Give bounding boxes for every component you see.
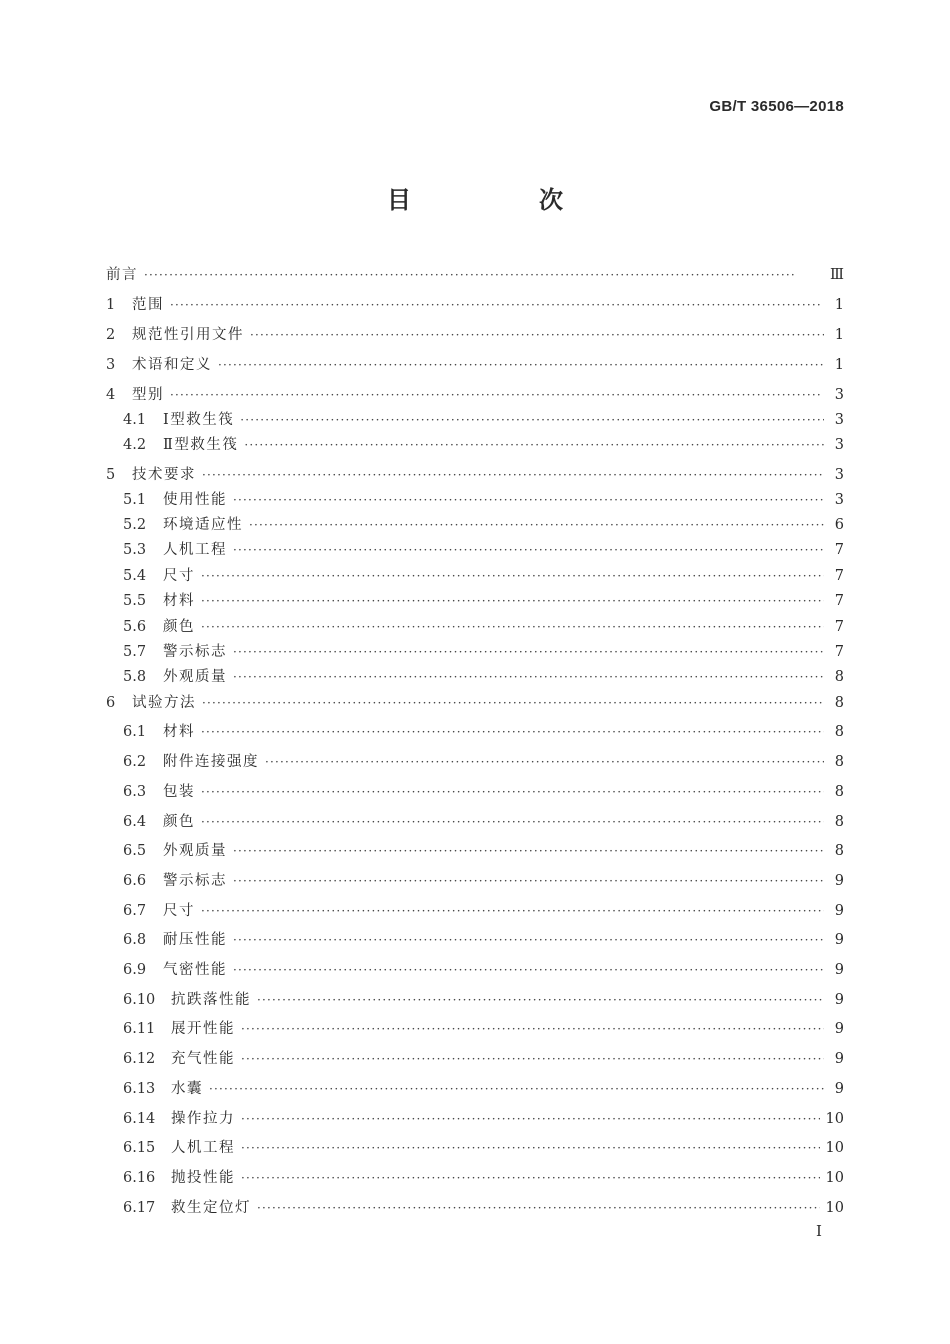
toc-entry-number: 5.7: [123, 644, 147, 660]
toc-entry-page: 1: [834, 357, 844, 373]
toc-entry-number: 6.16: [123, 1170, 156, 1186]
dot-leader: [201, 781, 824, 803]
toc-entry[interactable]: [123, 721, 844, 743]
toc-entry[interactable]: [123, 870, 844, 892]
toc-entry-number: 2: [106, 327, 116, 343]
toc-entry-page: 7: [834, 542, 844, 558]
toc-entry[interactable]: [123, 751, 844, 773]
toc-entry-page: 8: [834, 754, 844, 770]
toc-entry-number: 6.4: [123, 814, 147, 830]
toc-entry[interactable]: [123, 641, 844, 663]
dot-leader: [233, 641, 824, 663]
toc-entry-label: 型别: [132, 387, 164, 403]
toc-entry-label: 尺寸: [163, 903, 195, 919]
toc-entry-label: 规范性引用文件: [132, 327, 244, 343]
toc-entry-number: 5.2: [123, 517, 147, 533]
toc-entry-number: 4: [106, 387, 116, 403]
dot-leader: [233, 539, 824, 561]
toc-entry[interactable]: [123, 1048, 844, 1070]
table-of-contents: [106, 0, 844, 1344]
footer-page-number: I: [816, 1222, 822, 1240]
toc-entry-page: 7: [834, 644, 844, 660]
toc-entry-label: 颜色: [163, 814, 195, 830]
toc-entry-label: 术语和定义: [132, 357, 212, 373]
dot-leader: [233, 840, 824, 862]
toc-entry-number: 5: [106, 467, 116, 483]
toc-entry-page: 9: [834, 873, 844, 889]
toc-entry-label: 充气性能: [171, 1051, 235, 1067]
toc-entry-label: 环境适应性: [163, 517, 243, 533]
toc-entry-number: 5.1: [123, 492, 147, 508]
dot-leader: [201, 590, 824, 612]
toc-entry-page: 9: [834, 932, 844, 948]
toc-entry-page: 1: [834, 297, 844, 313]
toc-entry-page: 9: [834, 1051, 844, 1067]
toc-entry-page: 10: [825, 1111, 844, 1127]
dot-leader: [201, 565, 824, 587]
toc-entry-page: Ⅲ: [830, 267, 844, 283]
dot-leader: [265, 751, 824, 773]
toc-entry-page: 3: [834, 412, 844, 428]
toc-entry[interactable]: [123, 565, 844, 587]
toc-entry[interactable]: [123, 514, 844, 536]
toc-entry[interactable]: [123, 539, 844, 561]
toc-entry-label: 警示标志: [163, 644, 227, 660]
dot-leader: [257, 989, 824, 1011]
dot-leader: [244, 434, 824, 456]
toc-entry-number: 4.1: [123, 412, 147, 428]
toc-entry[interactable]: [106, 464, 844, 486]
toc-entry-label: 救生定位灯: [171, 1200, 251, 1216]
toc-entry-page: 10: [825, 1140, 844, 1156]
dot-leader: [233, 929, 824, 951]
toc-entry[interactable]: [123, 434, 844, 456]
dot-leader: [233, 959, 824, 981]
toc-entry-page: 9: [834, 1081, 844, 1097]
toc-entry[interactable]: [123, 989, 844, 1011]
toc-entry-page: 8: [834, 695, 844, 711]
toc-entry-label: 范围: [132, 297, 164, 313]
dot-leader: [233, 666, 824, 688]
toc-entry-page: 3: [834, 492, 844, 508]
dot-leader: [250, 324, 824, 346]
toc-entry[interactable]: [123, 1167, 844, 1189]
toc-entry-page: 8: [834, 814, 844, 830]
dot-leader: [241, 1048, 824, 1070]
toc-entry[interactable]: [123, 900, 844, 922]
toc-entry-label: 展开性能: [171, 1021, 235, 1037]
toc-entry-label: Ⅱ型救生筏: [163, 437, 239, 453]
dot-leader: [201, 811, 824, 833]
toc-entry-page: 9: [834, 1021, 844, 1037]
toc-entry-label: Ⅰ型救生筏: [163, 412, 235, 428]
toc-entry-number: 5.5: [123, 593, 147, 609]
toc-entry-page: 7: [834, 568, 844, 584]
toc-entry-label: 操作拉力: [171, 1111, 235, 1127]
toc-entry-page: 10: [825, 1200, 844, 1216]
toc-entry[interactable]: [123, 811, 844, 833]
toc-entry[interactable]: [123, 590, 844, 612]
toc-entry-number: 6: [106, 695, 116, 711]
dot-leader: [233, 870, 824, 892]
toc-entry[interactable]: [106, 384, 844, 406]
dot-leader: [240, 409, 824, 431]
toc-entry-number: 3: [106, 357, 116, 373]
toc-entry-label: 抗跌落性能: [171, 992, 251, 1008]
toc-entry-label: 附件连接强度: [163, 754, 259, 770]
dot-leader: [201, 616, 824, 638]
toc-entry-page: 3: [834, 387, 844, 403]
toc-entry-label: 人机工程: [171, 1140, 235, 1156]
dot-leader: [241, 1137, 820, 1159]
toc-entry-label: 外观质量: [163, 669, 227, 685]
dot-leader: [249, 514, 824, 536]
dot-leader: [201, 721, 824, 743]
toc-entry[interactable]: [123, 929, 844, 951]
toc-entry-page: 7: [834, 593, 844, 609]
toc-entry-label: 尺寸: [163, 568, 195, 584]
dot-leader: [233, 489, 824, 511]
dot-leader: [241, 1167, 820, 1189]
toc-entry-page: 8: [834, 724, 844, 740]
toc-entry-label: 材料: [163, 593, 195, 609]
toc-entry-page: 3: [834, 437, 844, 453]
toc-entry[interactable]: [123, 409, 844, 431]
toc-entry-label: 技术要求: [132, 467, 196, 483]
toc-entry-page: 9: [834, 962, 844, 978]
standard-code: GB/T 36506—2018: [709, 98, 844, 115]
toc-entry-number: 5.6: [123, 619, 147, 635]
toc-entry[interactable]: [106, 264, 844, 286]
dot-leader: [257, 1197, 820, 1219]
toc-entry-page: 8: [834, 784, 844, 800]
toc-entry-label: 前言: [106, 267, 138, 283]
dot-leader: [241, 1018, 824, 1040]
toc-entry-page: 7: [834, 619, 844, 635]
toc-entry-number: 6.14: [123, 1111, 156, 1127]
toc-entry[interactable]: [123, 1018, 844, 1040]
toc-entry[interactable]: [106, 692, 844, 714]
toc-entry-label: 水囊: [171, 1081, 203, 1097]
toc-entry[interactable]: [123, 781, 844, 803]
toc-entry[interactable]: [123, 840, 844, 862]
toc-entry-number: 4.2: [123, 437, 147, 453]
dot-leader: [201, 900, 824, 922]
toc-entry-page: 6: [834, 517, 844, 533]
dot-leader: [202, 692, 824, 714]
toc-entry-number: 6.2: [123, 754, 147, 770]
toc-entry-label: 颜色: [163, 619, 195, 635]
toc-entry[interactable]: [123, 1137, 844, 1159]
toc-entry-page: 8: [834, 669, 844, 685]
page-title: 目 次: [387, 186, 615, 214]
toc-entry-number: 6.8: [123, 932, 147, 948]
toc-entry-label: 气密性能: [163, 962, 227, 978]
toc-entry-label: 使用性能: [163, 492, 227, 508]
toc-entry-label: 试验方法: [132, 695, 196, 711]
toc-entry[interactable]: [106, 294, 844, 316]
dot-leader: [202, 464, 824, 486]
toc-entry[interactable]: [123, 616, 844, 638]
toc-entry[interactable]: [106, 324, 844, 346]
toc-entry-page: 9: [834, 903, 844, 919]
toc-entry-number: 6.15: [123, 1140, 156, 1156]
toc-entry-number: 6.11: [123, 1021, 156, 1037]
dot-leader: [144, 264, 824, 286]
toc-entry-number: 1: [106, 297, 116, 313]
toc-entry-label: 外观质量: [163, 843, 227, 859]
toc-entry-label: 耐压性能: [163, 932, 227, 948]
dot-leader: [218, 354, 824, 376]
toc-entry-label: 抛投性能: [171, 1170, 235, 1186]
toc-entry[interactable]: [123, 959, 844, 981]
toc-entry-number: 6.3: [123, 784, 147, 800]
dot-leader: [209, 1078, 824, 1100]
toc-entry-label: 材料: [163, 724, 195, 740]
toc-entry-page: 8: [834, 843, 844, 859]
toc-entry[interactable]: [123, 1078, 844, 1100]
toc-entry-number: 6.10: [123, 992, 156, 1008]
toc-entry-page: 3: [834, 467, 844, 483]
dot-leader: [170, 384, 824, 406]
dot-leader: [241, 1108, 820, 1130]
toc-entry-number: 6.12: [123, 1051, 156, 1067]
toc-entry-page: 10: [825, 1170, 844, 1186]
toc-entry-number: 6.1: [123, 724, 147, 740]
toc-entry-number: 6.17: [123, 1200, 156, 1216]
toc-entry-number: 6.9: [123, 962, 147, 978]
toc-entry-number: 6.5: [123, 843, 147, 859]
toc-entry[interactable]: [123, 666, 844, 688]
dot-leader: [170, 294, 824, 316]
toc-entry-label: 警示标志: [163, 873, 227, 889]
toc-entry-label: 包装: [163, 784, 195, 800]
toc-entry-number: 5.4: [123, 568, 147, 584]
toc-entry-number: 6.7: [123, 903, 147, 919]
toc-entry[interactable]: [123, 489, 844, 511]
toc-entry-number: 5.3: [123, 542, 147, 558]
toc-entry[interactable]: [106, 354, 844, 376]
toc-entry-label: 人机工程: [163, 542, 227, 558]
toc-entry-page: 1: [834, 327, 844, 343]
toc-entry-page: 9: [834, 992, 844, 1008]
toc-entry-number: 5.8: [123, 669, 147, 685]
toc-entry-number: 6.13: [123, 1081, 156, 1097]
toc-entry[interactable]: [123, 1108, 844, 1130]
toc-entry-number: 6.6: [123, 873, 147, 889]
toc-entry[interactable]: [123, 1197, 844, 1219]
